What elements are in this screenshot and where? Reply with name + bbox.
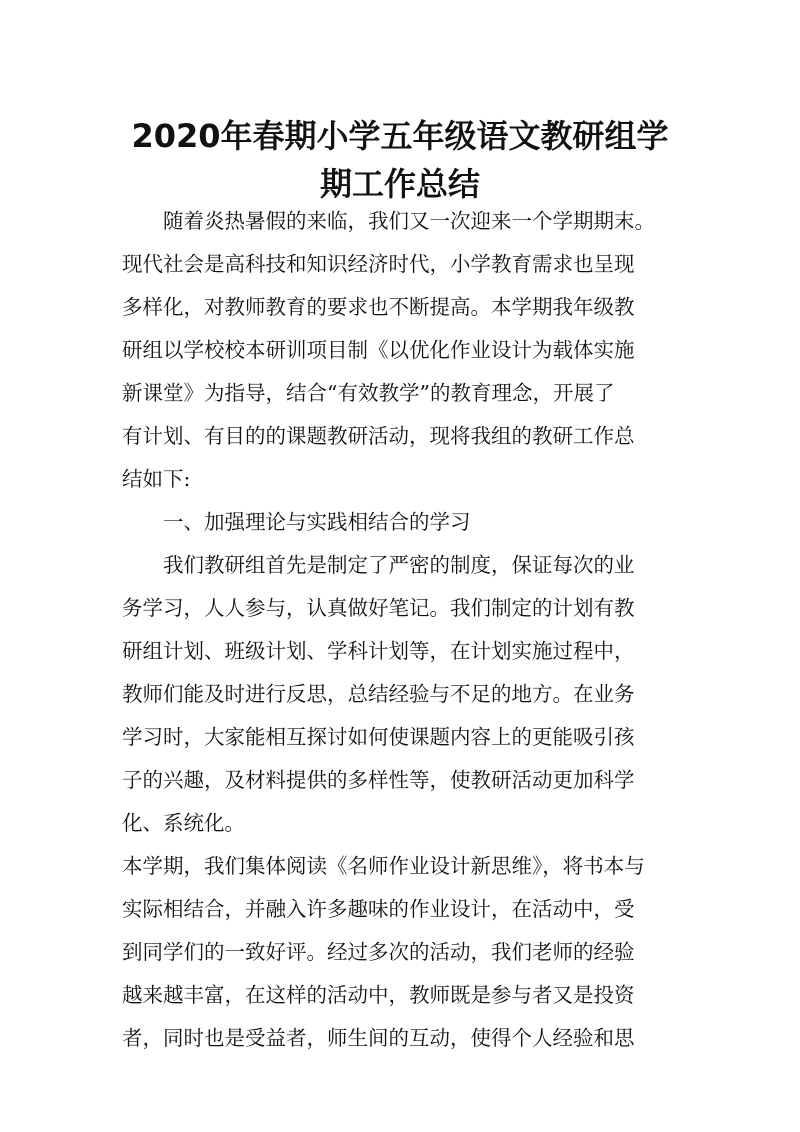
paragraph-line: 学习时，大家能相互探讨如何使课题内容上的更能吸引孩: [122, 725, 635, 749]
paragraph-line: 结如下:: [122, 467, 191, 491]
paragraph-line: 子的兴趣，及材料提供的多样性等，使教研活动更加科学: [122, 768, 635, 792]
paragraph-line: 务学习，人人参与，认真做好笔记。我们制定的计划有教: [122, 596, 635, 620]
section-heading: 一、加强理论与实践相结合的学习: [163, 510, 471, 534]
paragraph-line: 教师们能及时进行反思，总结经验与不足的地方。在业务: [122, 682, 635, 706]
paragraph-line: 有计划、有目的的课题教研活动，现将我组的教研工作总: [122, 424, 635, 448]
document-title: [110, 112, 690, 208]
paragraph-line: 我们教研组首先是制定了严密的制度，保证每次的业: [163, 553, 635, 577]
paragraph-line: 越来越丰富，在这样的活动中，教师既是参与者又是投资: [122, 983, 635, 1007]
document-body: [122, 200, 682, 1060]
paragraph-line: 研组以学校校本研训项目制《以优化作业设计为载体实施: [122, 338, 635, 362]
paragraph-line: 研组计划、班级计划、学科计划等，在计划实施过程中，: [122, 639, 635, 663]
paragraph-line: 新课堂》为指导，结合“有效教学”的教育理念，开展了: [122, 381, 615, 405]
paragraph-line: 化、系统化。: [122, 811, 245, 835]
title-line-2: 期工作总结: [319, 165, 480, 203]
paragraph-line: 现代社会是高科技和知识经济时代，小学教育需求也呈现: [122, 252, 635, 276]
paragraph-line: 多样化，对教师教育的要求也不断提高。本学期我年级教: [122, 295, 635, 319]
paragraph-line: 到同学们的一致好评。经过多次的活动，我们老师的经验: [122, 940, 635, 964]
paragraph-line: 随着炎热暑假的来临，我们又一次迎来一个学期期末。: [163, 209, 655, 233]
paragraph-line: 者，同时也是受益者，师生间的互动，使得个人经验和思: [122, 1026, 635, 1050]
title-line-1: 2020年春期小学五年级语文教研组学: [131, 117, 669, 155]
paragraph-line: 实际相结合，并融入许多趣味的作业设计，在活动中，受: [122, 897, 635, 921]
paragraph-line: 本学期，我们集体阅读《名师作业设计新思维》，将书本与: [122, 854, 645, 878]
